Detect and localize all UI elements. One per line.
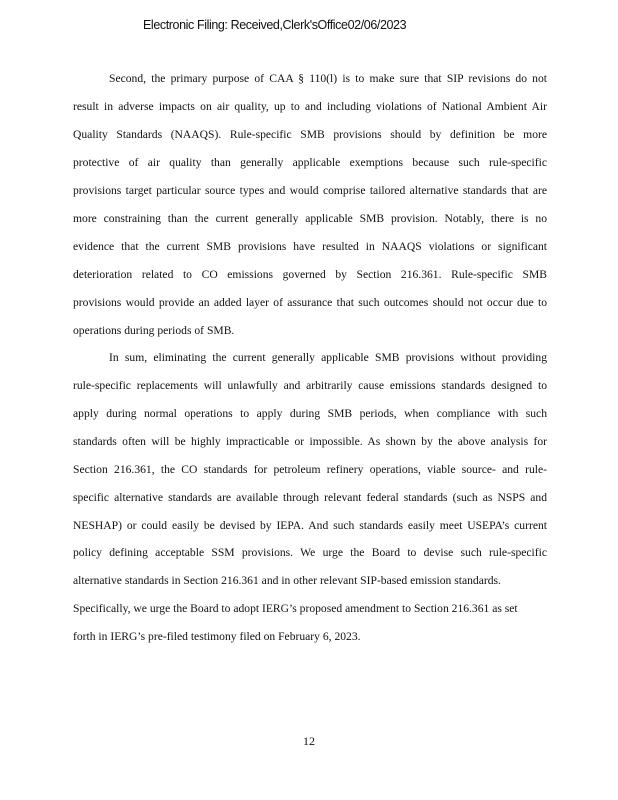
paragraph-line: provisions would provide an added layer of assurance that such outcomes should not occur due to [73, 296, 547, 309]
paragraph-line: alternative standards in Section 216.361 and in other relevant SIP-based emission standards. [73, 574, 501, 587]
paragraph-line: operations during periods of SMB. [73, 324, 235, 337]
paragraph-line: Section 216.361, the CO standards for petroleum refinery operations, viable source- and rule- [73, 463, 547, 476]
paragraph-line: specific alternative standards are available through relevant federal standards (such as NSPS and [73, 491, 547, 504]
paragraph-line: standards often will be highly impracticable or impossible. As shown by the above analysis for [73, 435, 547, 448]
paragraph-line: forth in IERG’s pre-filed testimony filed on February 6, 2023. [73, 630, 361, 643]
paragraph-line: Specifically, we urge the Board to adopt IERG’s proposed amendment to Section 216.361 as set [73, 602, 518, 615]
paragraph-line: Quality Standards (NAAQS). Rule-specific SMB provisions should by definition be more [73, 128, 547, 141]
paragraph-line: NESHAP) or could easily be devised by IEPA. And such standards easily meet USEPA’s current [73, 519, 547, 532]
paragraph-line: evidence that the current SMB provisions have resulted in NAAQS violations or significant [73, 240, 547, 253]
paragraph-line: In sum, eliminating the current generally applicable SMB provisions without providing [109, 351, 547, 364]
paragraph-line: rule-specific replacements will unlawfully and arbitrarily cause emissions standards designed to [73, 379, 547, 392]
paragraph-line: more constraining than the current generally applicable SMB provision. Notably, there is no [73, 212, 547, 225]
paragraph-line: protective of air quality than generally applicable exemptions because such rule-specific [73, 156, 547, 169]
paragraph-line: apply during normal operations to apply during SMB periods, when compliance with such [73, 407, 547, 420]
page-number: 12 [303, 734, 315, 748]
filing-stamp-header: Electronic Filing: Received,Clerk'sOffice02/06/2023 [143, 18, 407, 32]
paragraph-line: Second, the primary purpose of CAA § 110(l) is to make sure that SIP revisions do not [109, 72, 547, 85]
paragraph-line: policy defining acceptable SSM provisions. We urge the Board to devise such rule-specific [73, 546, 547, 559]
paragraph-line: deterioration related to CO emissions governed by Section 216.361. Rule-specific SMB [73, 268, 547, 281]
paragraph-line: provisions target particular source types and would comprise tailored alternative standards that are [73, 184, 547, 197]
paragraph-line: result in adverse impacts on air quality, up to and including violations of National Ambient Air [73, 100, 547, 113]
